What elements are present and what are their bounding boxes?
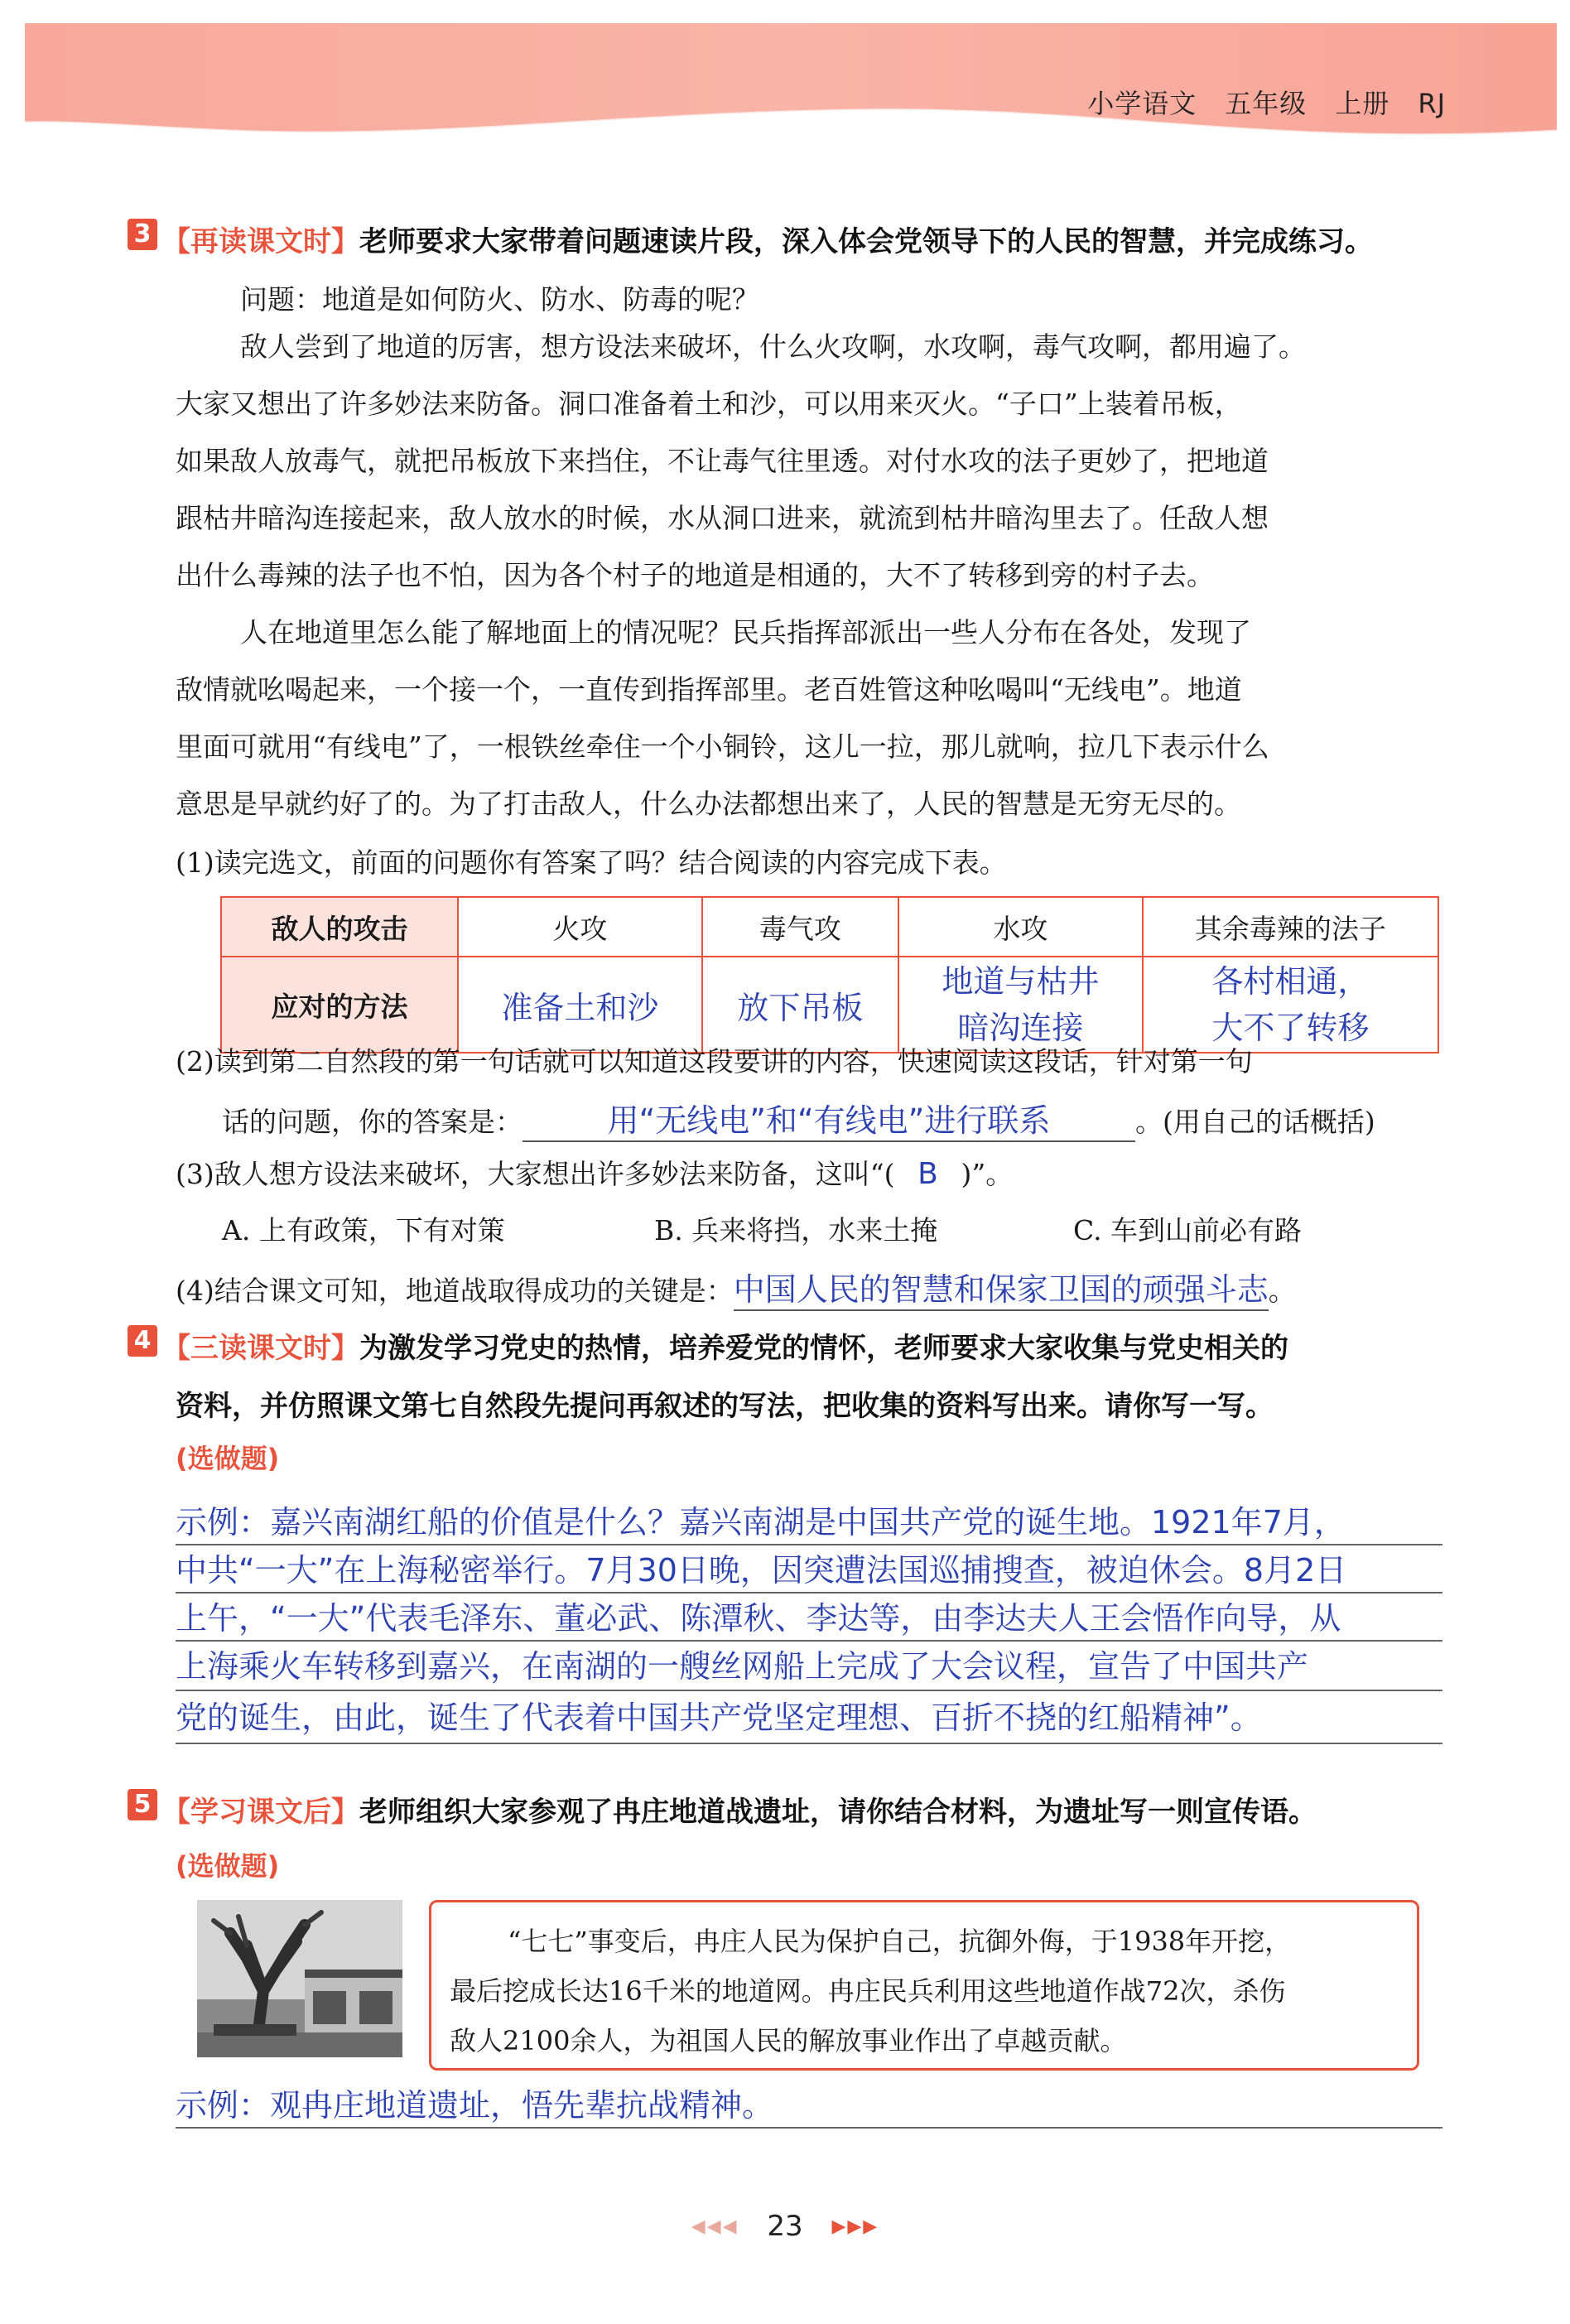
answer-rule	[176, 2127, 1442, 2129]
tree-photo-illustration	[197, 1900, 402, 2057]
question-5-number: 5	[128, 1789, 157, 1820]
page-footer	[0, 2210, 1570, 2243]
question-4-number: 4	[128, 1325, 157, 1357]
header-grade: 五年级	[1225, 88, 1308, 119]
left-arrows-icon: ◀◀◀	[691, 2216, 739, 2237]
sub-question-3-answer: B	[917, 1157, 938, 1191]
passage-line: 人在地道里怎么能了解地面上的情况呢？民兵指挥部派出一些人分布在各处，发现了	[240, 616, 1251, 649]
question-4-prompt-line1: 【三读课文时】为激发学习党史的热情，培养爱党的情怀，老师要求大家收集与党史相关的	[162, 1332, 1288, 1365]
header-volume: 上册	[1335, 88, 1390, 119]
tunnel-site-photo	[197, 1900, 402, 2057]
table-cell: 火攻	[458, 897, 702, 957]
passage-line: 意思是早就约好了的。为了打击敌人，什么办法都想出来了，人民的智慧是无穷无尽的。	[176, 788, 1241, 820]
table-cell: 毒气攻	[702, 897, 898, 957]
material-box	[429, 1900, 1419, 2071]
question-3-number: 3	[128, 219, 157, 250]
answer-rule	[176, 1690, 1442, 1691]
right-arrows-icon: ▶▶▶	[831, 2216, 879, 2237]
passage-line: 如果敌人放毒气，就把吊板放下来挡住，不让毒气往里透。对付水攻的法子更妙了，把地道	[176, 445, 1269, 477]
header-subject: 小学语文	[1087, 88, 1197, 119]
passage-line: 里面可就用“有线电”了，一根铁丝牵住一个小铜铃，这儿一拉，那儿就响，拉几下表示什么	[176, 730, 1269, 763]
material-line: 敌人2100余人，为祖国人民的解放事业作出了卓越贡献。	[450, 2025, 1127, 2056]
essay-line: 上午，“一大”代表毛泽东、董必武、陈潭秋、李达等，由李达夫人王会悟作向导，从	[176, 1600, 1341, 1637]
table-answer-cell: 准备土和沙	[458, 957, 702, 1053]
passage-line: 大家又想出了许多妙法来防备。洞口准备着土和沙，可以用来灭火。“子口”上装着吊板，	[176, 388, 1242, 420]
passage-line: 跟枯井暗沟连接起来，敌人放水的时候，水从洞口进来，就流到枯井暗沟里去了。任敌人想	[176, 502, 1269, 534]
table-header-defense: 应对的方法	[221, 957, 458, 1053]
table-answer-cell: 放下吊板	[702, 957, 898, 1053]
table-header-attack: 敌人的攻击	[221, 897, 458, 957]
table-answer-cell: 各村相通， 大不了转移	[1143, 957, 1438, 1053]
passage-line: 出什么毒辣的法子也不怕，因为各个村子的地道是相通的，大不了转移到旁的村子去。	[176, 559, 1214, 591]
essay-line: 党的诞生，由此，诞生了代表着中国共产党坚定理想、百折不挠的红船精神”。	[176, 1700, 1262, 1736]
sub-question-4: (4)结合课文可知，地道战取得成功的关键是：中国人民的智慧和保家卫国的顽强斗志。	[176, 1264, 1296, 1311]
material-line: “七七”事变后，冉庄人民为保护自己，抗御外侮，于1938年开挖，	[508, 1926, 1292, 1957]
sub-question-1: (1)读完选文，前面的问题你有答案了吗？结合阅读的内容完成下表。	[176, 846, 1007, 879]
question-3-question-line: 问题：地道是如何防火、防水、防毒的呢？	[240, 283, 759, 316]
attack-defense-table	[220, 896, 1439, 1054]
sub-question-2-line2: 话的问题，你的答案是： 用“无线电”和“有线电”进行联系 。(用自己的话概括)	[222, 1095, 1375, 1142]
table-cell: 其余毒辣的法子	[1143, 897, 1438, 957]
question-5-tag: 【学习课文后】	[162, 1796, 359, 1829]
question-3-prompt: 【再读课文时】老师要求大家带着问题速读片段，深入体会党领导下的人民的智慧，并完成练习。	[162, 225, 1373, 258]
header-info	[1059, 83, 1446, 121]
header-edition: RJ	[1418, 88, 1446, 119]
question-4-tag: 【三读课文时】	[162, 1332, 359, 1365]
essay-line: 上海乘火车转移到嘉兴，在南湖的一艘丝网船上完成了大会议程，宣告了中国共产	[176, 1648, 1309, 1685]
sub-question-2-answer: 用“无线电”和“有线电”进行联系	[523, 1095, 1135, 1142]
option-a: A. 上有政策，下有对策	[222, 1214, 505, 1246]
essay-line: 示例：嘉兴南湖红船的价值是什么？嘉兴南湖是中国共产党的诞生地。1921年7月，	[176, 1504, 1346, 1540]
table-answer-cell: 地道与枯井 暗沟连接	[898, 957, 1143, 1053]
table-cell: 水攻	[898, 897, 1143, 957]
page-number: 23	[767, 2210, 803, 2243]
question-5-prompt: 【学习课文后】老师组织大家参观了冉庄地道战遗址，请你结合材料，为遗址写一则宣传语。	[162, 1796, 1317, 1829]
question-5-optional-label: (选做题)	[176, 1850, 280, 1882]
passage-line: 敌情就吆喝起来，一个接一个，一直传到指挥部里。老百姓管这种吆喝叫“无线电”。地道	[176, 673, 1242, 706]
sub-question-3: (3)敌人想方设法来破坏，大家想出许多妙法来防备，这叫“( B )”。	[176, 1157, 1014, 1191]
table-row	[221, 897, 1438, 957]
answer-rule	[176, 1743, 1442, 1744]
question-4-prompt-line2: 资料，并仿照课文第七自然段先提问再叙述的写法，把收集的资料写出来。请你写一写。	[176, 1390, 1274, 1423]
passage-line: 敌人尝到了地道的厉害，想方设法来破坏，什么火攻啊，水攻啊，毒气攻啊，都用遍了。	[240, 330, 1306, 363]
question-4-optional-label: (选做题)	[176, 1443, 280, 1474]
question-3-tag: 【再读课文时】	[162, 225, 359, 258]
essay-line: 中共“一大”在上海秘密举行。7月30日晚，因突遭法国巡捕搜查，被迫休会。8月2日	[176, 1552, 1347, 1589]
option-c: C. 车到山前必有路	[1073, 1214, 1303, 1246]
sub-question-2-line1: (2)读到第二自然段的第一句话就可以知道这段要讲的内容，快速阅读这段话，针对第一句	[176, 1045, 1253, 1078]
question-5-answer: 示例：观冉庄地道遗址，悟先辈抗战精神。	[176, 2087, 774, 2124]
table-row	[221, 957, 1438, 1053]
option-b: B. 兵来将挡，水来土掩	[654, 1214, 938, 1246]
material-line: 最后挖成长达16千米的地道网。冉庄民兵利用这些地道作战72次，杀伤	[450, 1975, 1286, 2007]
sub-question-4-answer: 中国人民的智慧和保家卫国的顽强斗志	[734, 1264, 1269, 1311]
